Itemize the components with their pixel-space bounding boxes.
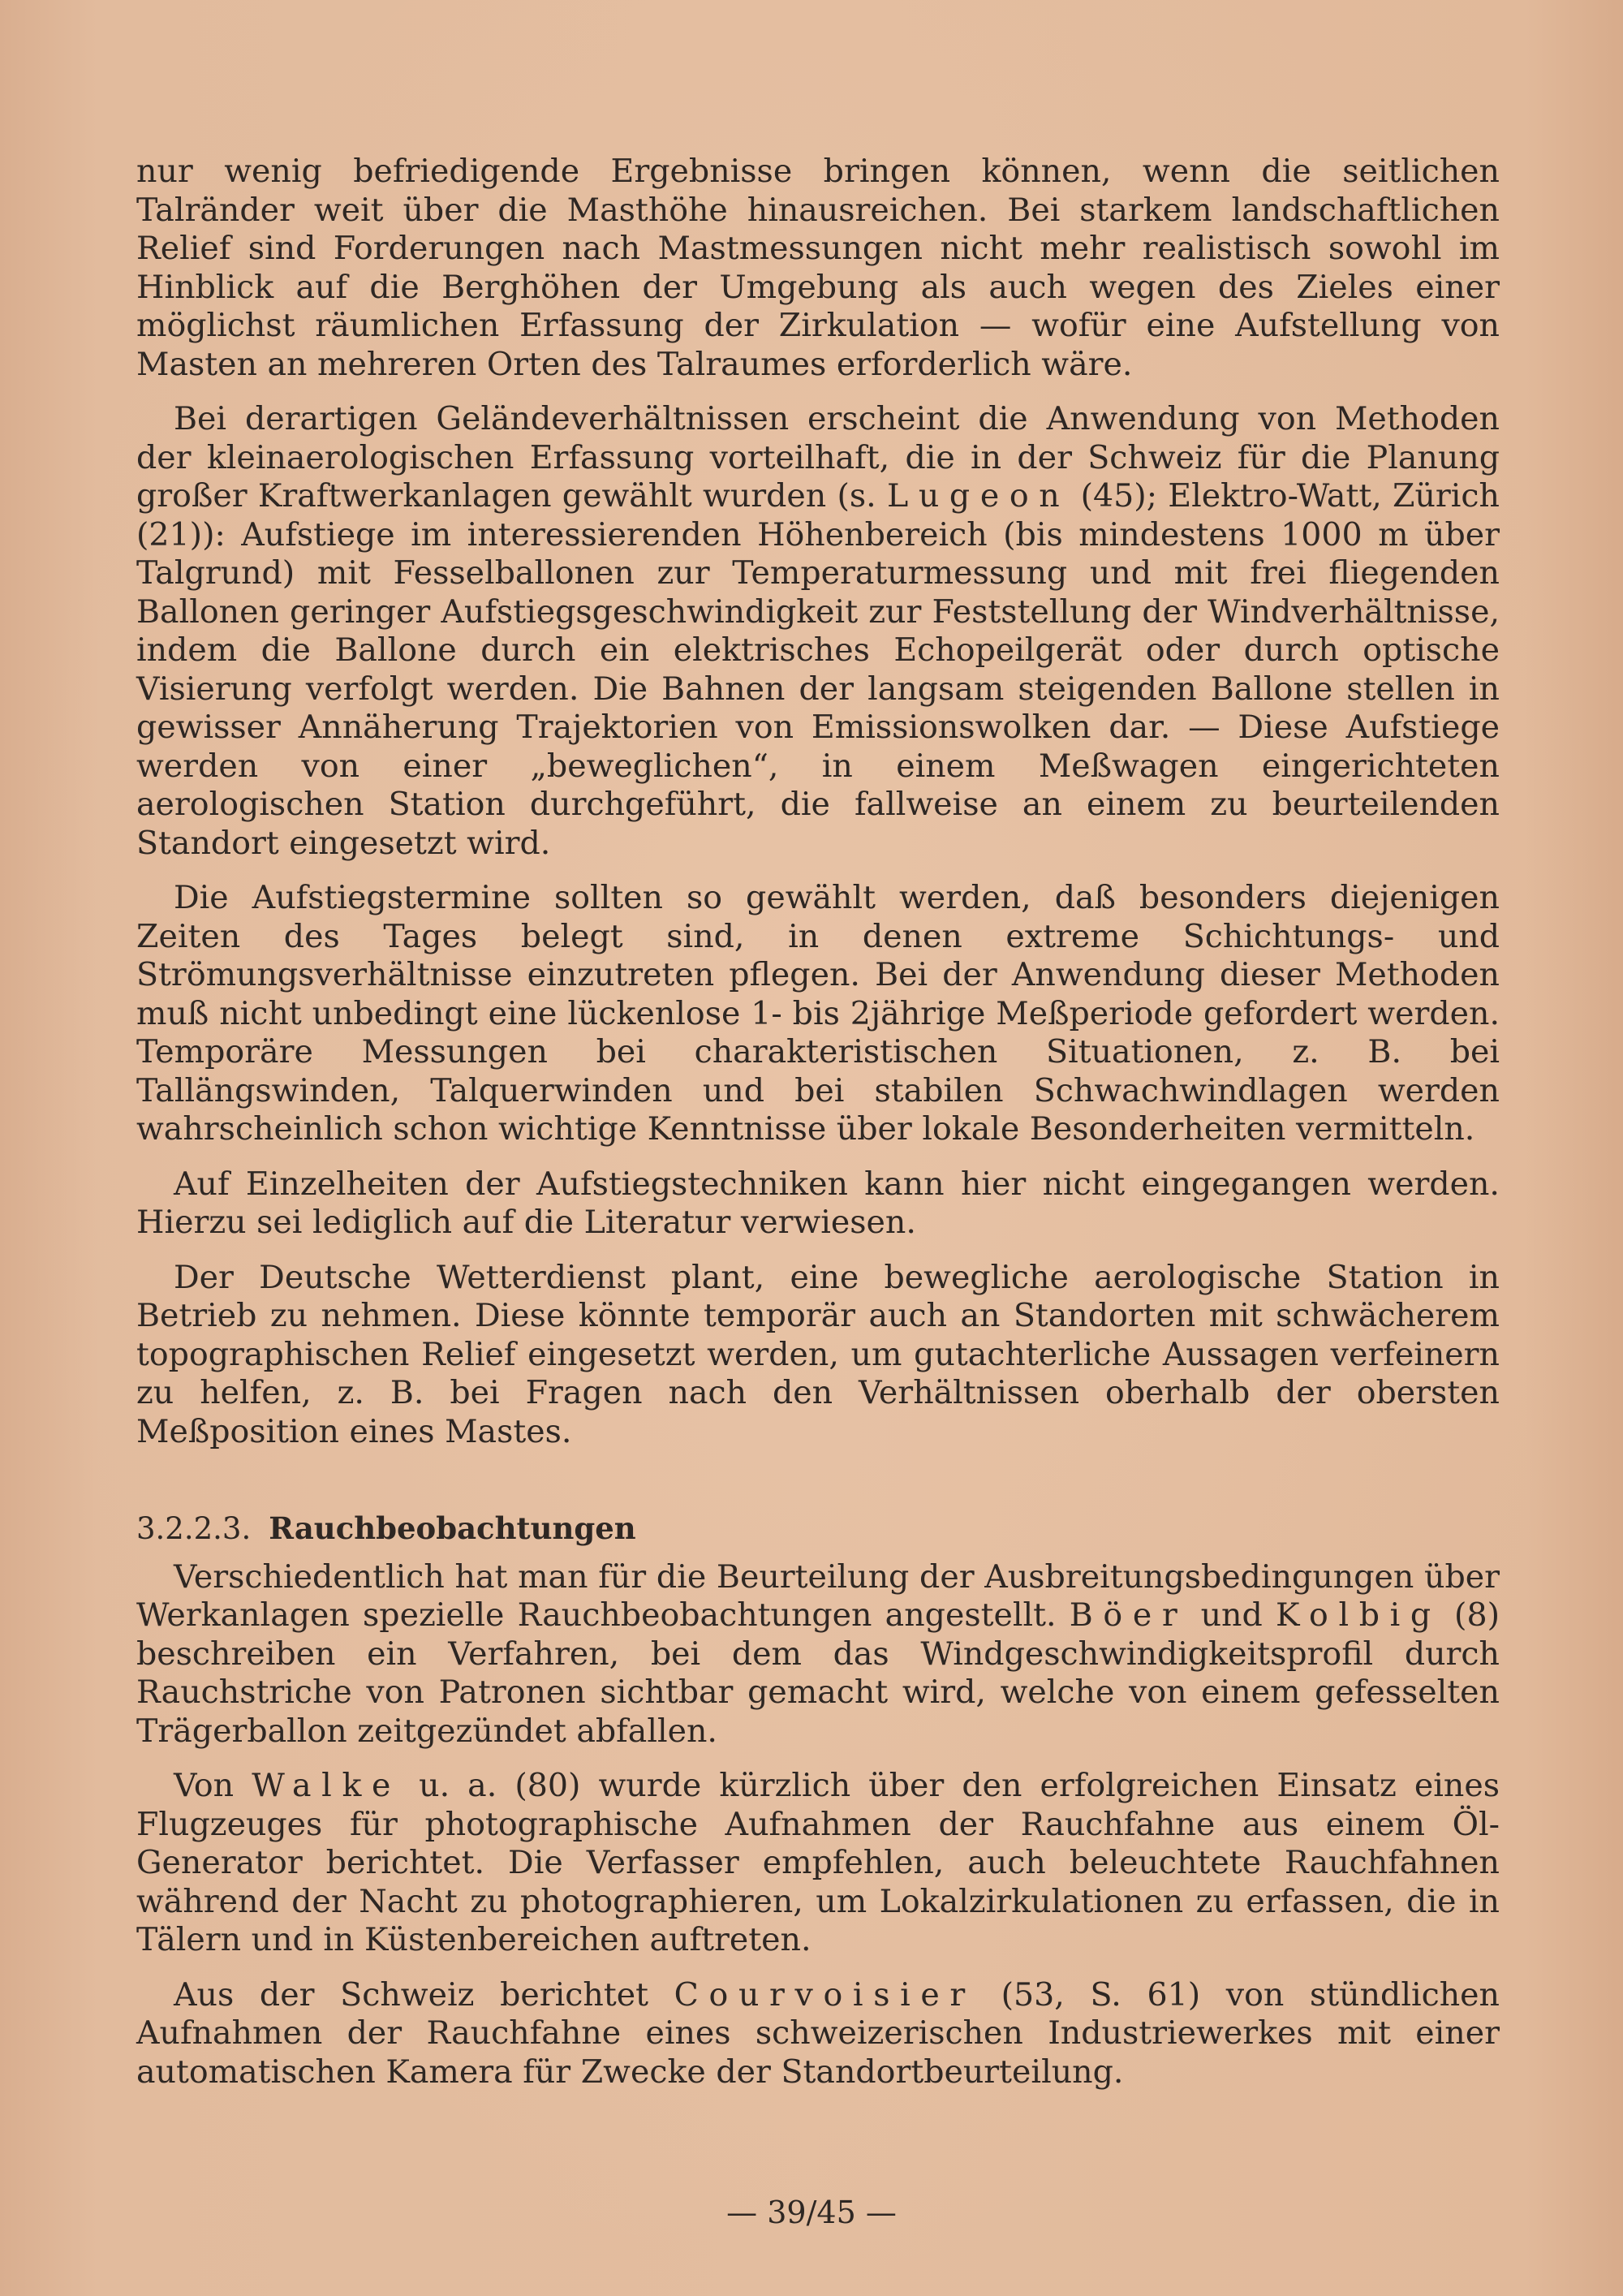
- paragraph-kleinaerologie: [136, 400, 1500, 863]
- author-name-walke: Walke: [252, 1767, 402, 1804]
- page-number: — 39/45 —: [726, 2195, 897, 2230]
- paragraph-text: (53, S. 61) von stündlichen Aufnahmen der Rauchfahne eines schweizerischen Industriewerkes mit einer automatischen Kamera für Zwecke der Standortbeurteilung.: [136, 1975, 1500, 2091]
- paragraph-text: (45); Elektro-Watt, Zürich (21)): Aufstiege im interessierenden Höhenbereich (bis mindestens 1000 m über Talgrund) mit Fesselballonen zur Temperaturmessung und mit frei fliegenden Ballonen geringer Aufstiegsgeschwindigkeit zur Feststellung der Windverhältnisse, indem die Ballone durch ein elektrisches Echopeilgerät oder durch optische Visierung verfolgt werden. Die Bahnen der langsam steigenden Ballone stellen in gewisser Annäherung Trajektorien von Emissionswolken dar. — Diese Aufstiege werden von einer „beweglichen“, in einem Meßwagen eingerichteten aerologischen Station durchgeführt, die fallweise an einem zu beurteilenden Standort eingesetzt wird.: [136, 477, 1500, 862]
- body-text: [136, 153, 1500, 2091]
- author-name-courvoisier: Courvoisier: [674, 1975, 975, 2014]
- paragraph-schweiz: [136, 1976, 1500, 2092]
- paragraph-aufstiegstermine: Die Aufstiegstermine sollten so gewählt werden, daß besonders diejenigen Zeiten des Tages belegt sind, in denen extreme Schichtungs- und Strömungsverhältnisse einzutreten pflegen. Bei der Anwendung dieser Methoden muß nicht unbedingt eine lückenlose 1- bis 2jährige Meßperiode gefordert werden. Temporäre Messungen bei charakteristischen Situationen, z. B. bei Tallängswinden, Talquerwinden und bei stabilen Schwachwindlagen werden wahrscheinlich schon wichtige Kenntnisse über lokale Besonderheiten vermitteln.: [136, 879, 1500, 1148]
- paragraph-continuation: nur wenig befriedigende Ergebnisse bringen können, wenn die seitlichen Talränder weit über die Masthöhe hinausreichen. Bei starkem landschaftlichen Relief sind Forderungen nach Mastmessungen nicht mehr realistisch sowohl im Hinblick auf die Berghöhen der Umgebung als auch wegen des Zieles einer möglichst räumlichen Erfassung der Zirkulation — wofür eine Aufstellung von Masten an mehreren Orten des Talraumes erforderlich wäre.: [136, 153, 1500, 383]
- paragraph-text: Bei derartigen Geländeverhältnissen erscheint die Anwendung von Methoden der kleinaerologischen Erfassung vorteilhaft, die in der Schweiz für die Planung großer Kraftwerkanlagen gewählt wurden (s.: [136, 400, 1500, 515]
- paragraph-text: u. a. (80) wurde kürzlich über den erfolgreichen Einsatz eines Flugzeuges für photographische Aufnahmen der Rauchfahne aus einem Öl-Generator berichtet. Die Verfasser empfehlen, auch beleuchtete Rauchfahnen während der Nacht zu photographieren, um Lokalzirkulationen zu erfassen, die in Tälern und in Küstenbereichen auftreten.: [136, 1767, 1500, 1958]
- section-heading: [136, 1510, 1500, 1549]
- paragraph-aufstiegstechniken: Auf Einzelheiten der Aufstiegstechniken kann hier nicht eingegangen werden. Hierzu sei lediglich auf die Literatur verwiesen.: [136, 1165, 1500, 1241]
- paragraph-text: (8) beschreiben ein Verfahren, bei dem das Windgeschwindigkeitsprofil durch Rauchstriche von Patronen sichtbar gemacht wird, welche von einem gefesselten Trägerballon zeitgezündet abfallen.: [136, 1596, 1500, 1750]
- paragraph-rauchbeobachtungen: [136, 1558, 1500, 1751]
- paragraph-text: Von: [174, 1767, 252, 1804]
- author-name-lugeon: Lugeon: [886, 477, 1070, 515]
- author-name-kolbig: Kolbig: [1275, 1596, 1441, 1634]
- paragraph-wetterdienst: Der Deutsche Wetterdienst plant, eine bewegliche aerologische Station in Betrieb zu nehmen. Diese könnte temporär auch an Standorten mit schwächerem topographischen Relief eingesetzt werden, um gutachterliche Aussagen verfeinern zu helfen, z. B. bei Fragen nach den Verhältnissen oberhalb der obersten Meßposition eines Mastes.: [136, 1258, 1500, 1450]
- paragraph-text: Verschiedentlich hat man für die Beurteilung der Ausbreitungsbedingungen über Werkanlagen spezielle Rauchbeobachtungen angestellt.: [136, 1557, 1500, 1634]
- section-number: 3.2.2.3.: [136, 1511, 252, 1546]
- author-name-boeer: Böer: [1069, 1596, 1188, 1634]
- paragraph-text: und: [1187, 1596, 1276, 1634]
- section-title: Rauchbeobachtungen: [269, 1510, 636, 1546]
- paragraph-flugzeug: [136, 1767, 1500, 1960]
- paragraph-text: Aus der Schweiz berichtet: [174, 1975, 674, 2014]
